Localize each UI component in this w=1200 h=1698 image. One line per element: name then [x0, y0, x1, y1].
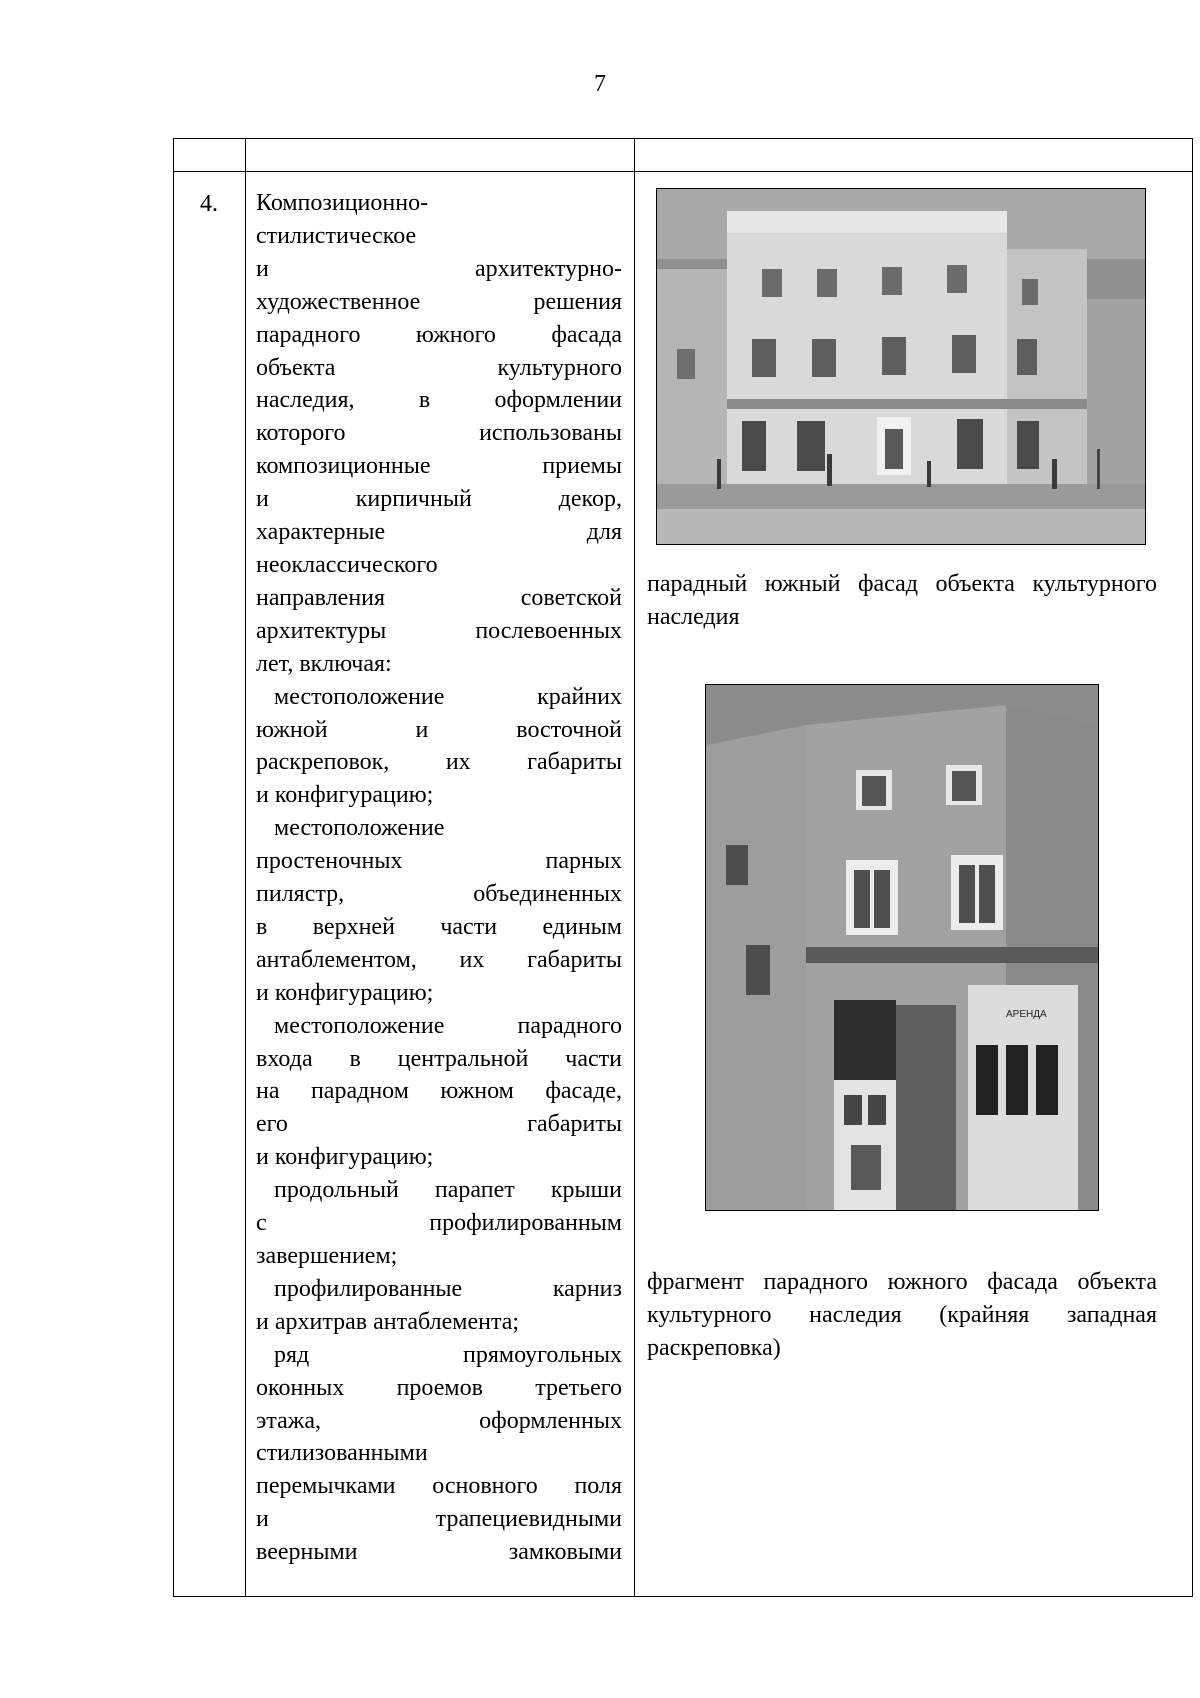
description-line: направления советской	[256, 584, 622, 611]
description-line: профилированные карниз	[274, 1275, 622, 1302]
description-line: в верхней части единым	[256, 913, 622, 940]
description-line: объекта культурного	[256, 354, 622, 381]
description-line: и конфигурацию;	[256, 979, 434, 1006]
south-facade-photo-image	[657, 189, 1145, 544]
description-line: веерными замковыми	[256, 1539, 622, 1566]
description-line: и архитрав антаблемента;	[256, 1308, 520, 1335]
description-line: простеночных парных	[256, 848, 622, 875]
table-header-row	[174, 139, 1193, 172]
description-line: пилястр, объединенных	[256, 881, 622, 908]
description-line: характерные для	[256, 519, 622, 546]
west-projection-caption	[647, 1266, 1157, 1365]
description-line: и трапециевидными	[256, 1506, 622, 1533]
description-line: на парадном южном фасаде,	[256, 1078, 622, 1105]
description-line: антаблементом, их габариты	[256, 946, 622, 973]
description-line: и архитектурно-	[256, 255, 622, 282]
description-line: неоклассического	[256, 551, 438, 578]
header-cell-photos	[635, 139, 1193, 172]
description-line: оконных проемов третьего	[256, 1374, 622, 1401]
description-line: художественное решения	[256, 288, 622, 315]
description-line: местоположение	[274, 815, 445, 842]
row-number: 4.	[200, 191, 218, 217]
description-line: перемычками основного поля	[256, 1473, 622, 1500]
description-line: и конфигурацию;	[256, 1144, 434, 1171]
description-line: и конфигурацию;	[256, 782, 434, 809]
south-facade-caption-text: парадный южный фасад объекта культурного наследия	[647, 571, 1157, 630]
description-cell	[246, 172, 635, 1597]
page-number: 7	[594, 71, 606, 97]
description-line: парадного южного фасада	[256, 321, 622, 348]
west-projection-photo-image	[706, 685, 1098, 1210]
description-line: и кирпичный декор,	[256, 486, 622, 513]
west-projection-caption-text: фрагмент парадного южного фасада объекта культурного наследия (крайняя западная раскреповка)	[647, 1269, 1157, 1361]
description-line: композиционные приемы	[256, 453, 622, 480]
description-line: местоположение парадного	[274, 1012, 622, 1039]
description-line: архитектуры послевоенных	[256, 617, 622, 644]
description-line: входа в центральной части	[256, 1045, 622, 1072]
description-line: местоположение крайних	[274, 683, 622, 710]
description-line: которого использованы	[256, 420, 622, 447]
description-line: стилистическое	[256, 222, 417, 249]
description-line: ряд прямоугольных	[274, 1341, 622, 1368]
description-line: стилизованными	[256, 1440, 428, 1467]
header-cell-number	[174, 139, 246, 172]
description-line: его габариты	[256, 1111, 622, 1138]
west-projection-photo	[705, 684, 1099, 1211]
description-line: продольный парапет крыши	[274, 1177, 622, 1204]
heritage-table	[173, 138, 1193, 1597]
photos-cell	[635, 172, 1193, 1597]
description-line: южной и восточной	[256, 716, 622, 743]
south-facade-caption	[647, 568, 1157, 634]
description-line: завершением;	[256, 1243, 398, 1269]
header-cell-description	[246, 139, 635, 172]
row-number-cell	[174, 172, 246, 1597]
table-row	[174, 172, 1193, 1597]
description-text	[246, 172, 634, 1569]
description-line: Композиционно-	[256, 190, 429, 216]
description-line: раскреповок, их габариты	[256, 749, 622, 776]
description-line: лет, включая:	[256, 650, 392, 677]
south-facade-photo	[656, 188, 1146, 545]
description-line: с профилированным	[256, 1210, 622, 1237]
description-line: наследия, в оформлении	[256, 387, 622, 414]
description-line: этажа, оформленных	[256, 1407, 622, 1434]
rent-sign-text: АРЕНДА	[1006, 1009, 1047, 1020]
